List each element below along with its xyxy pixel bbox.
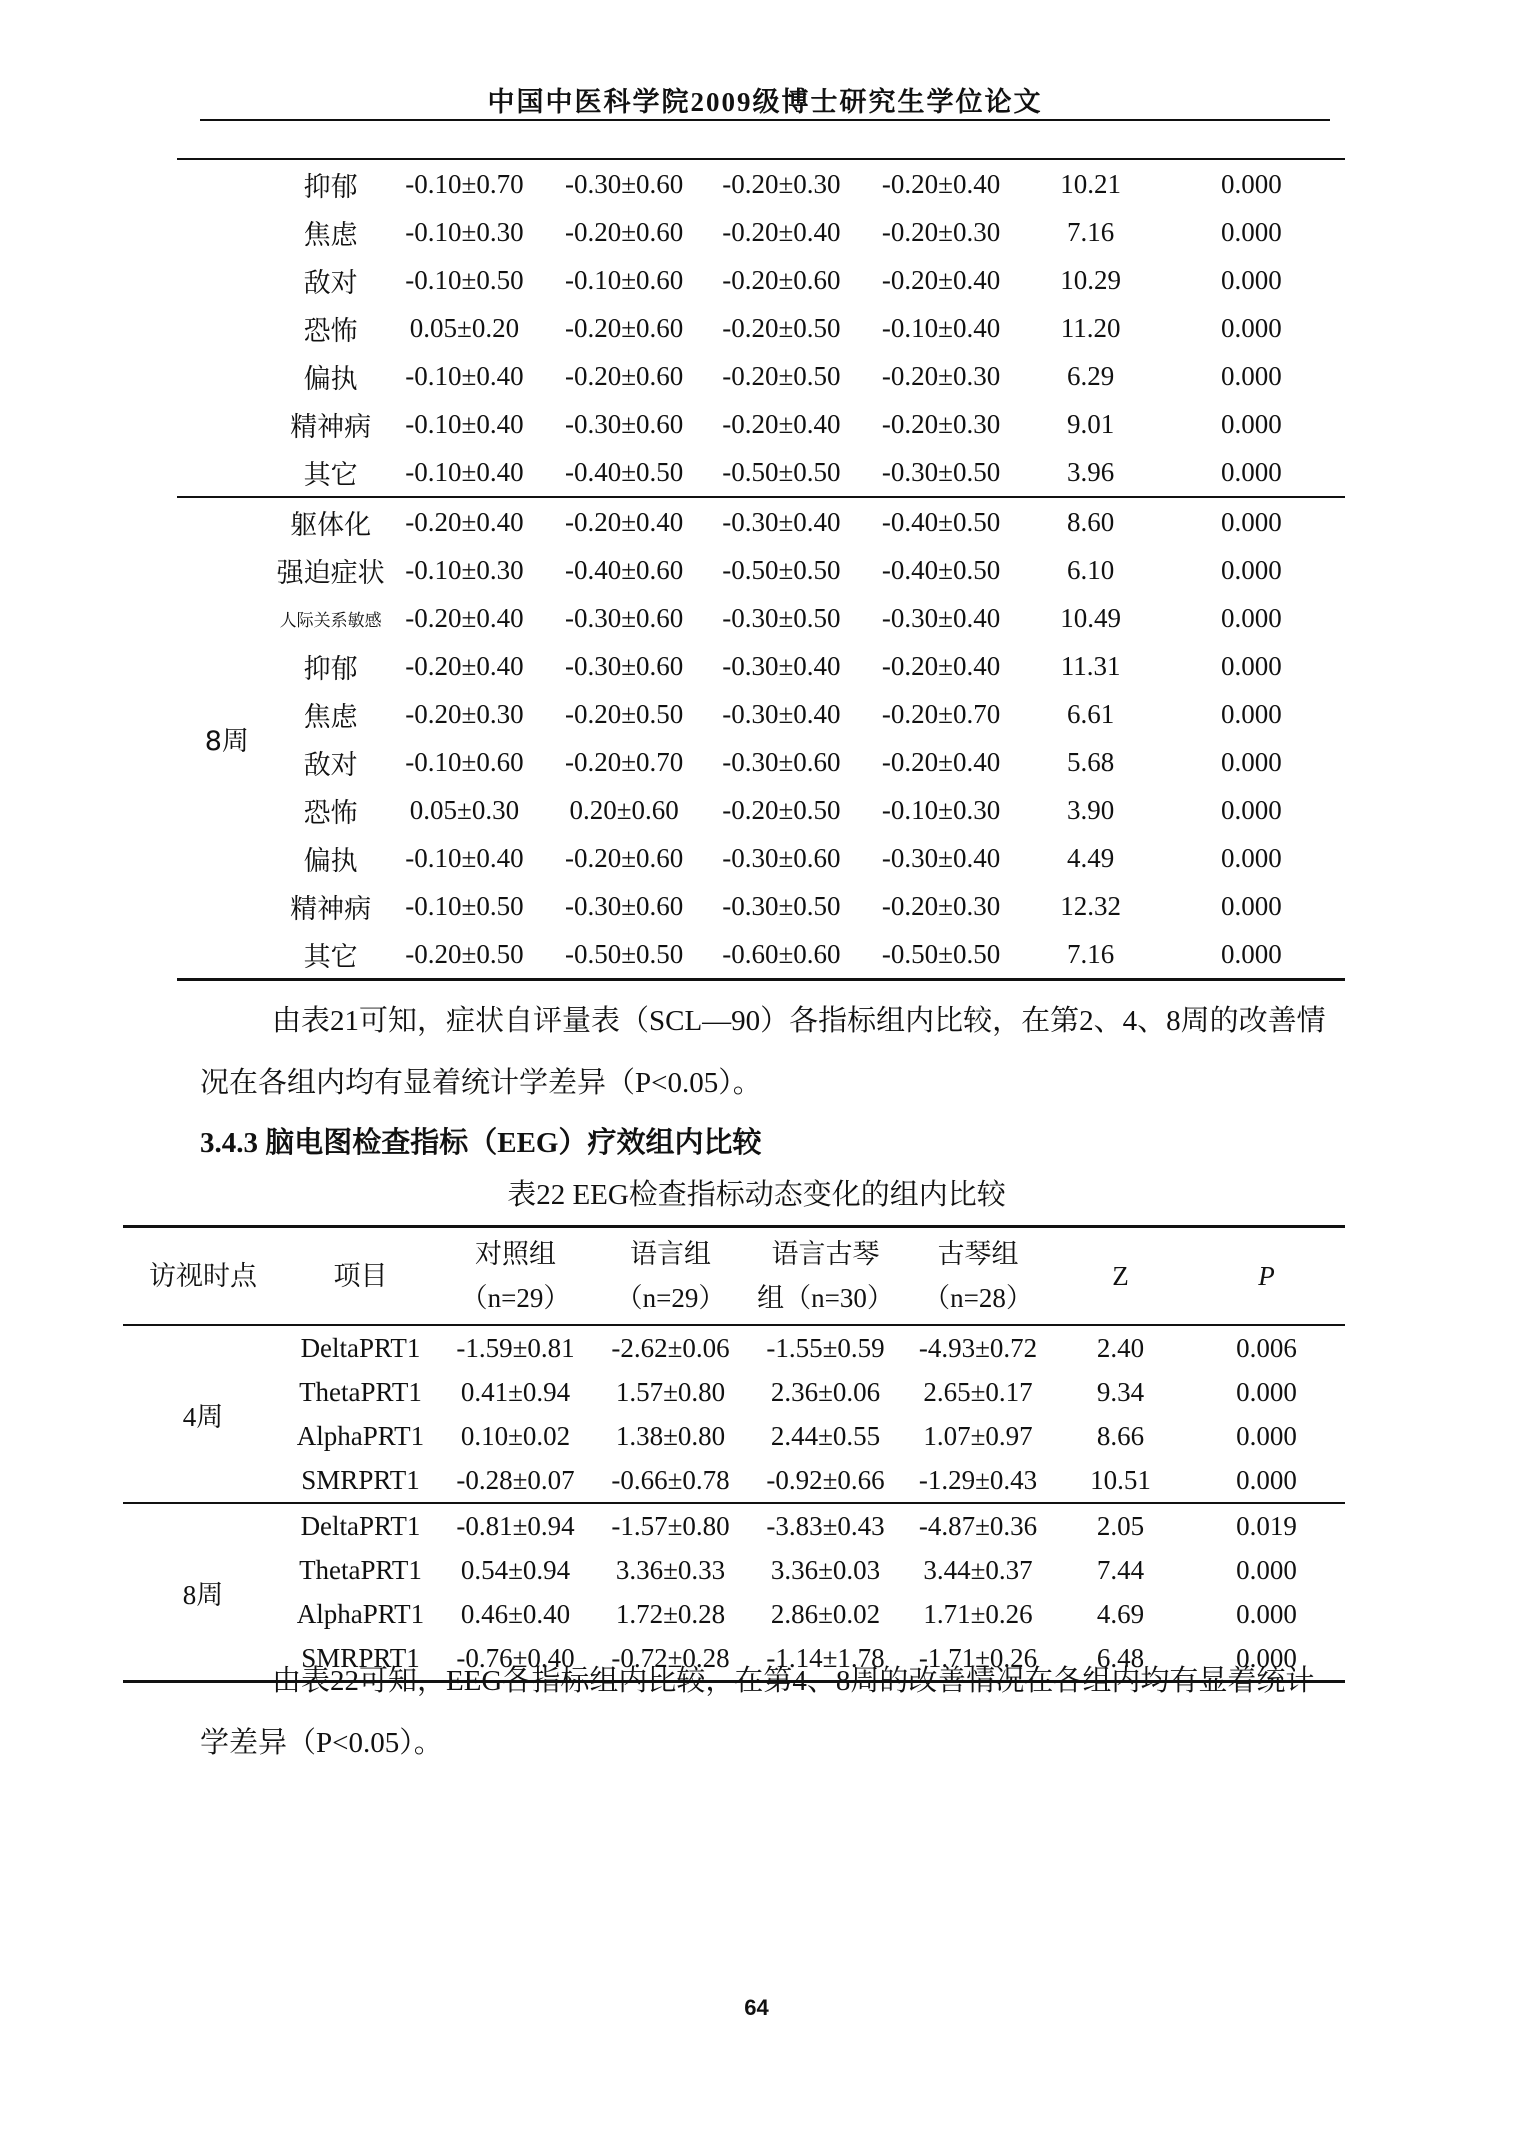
cell: 0.10±0.02 (460, 1420, 571, 1451)
cell: -0.20±0.70 (564, 746, 684, 777)
cell: -0.30±0.50 (722, 602, 841, 633)
table-row (177, 594, 1345, 642)
cell: 10.49 (1060, 602, 1121, 633)
cell: -0.10±0.30 (405, 216, 524, 247)
table-header-row (123, 1227, 1345, 1326)
item-label: 焦虑 (303, 219, 358, 251)
item-label: 敌对 (303, 267, 358, 299)
item-label: 敌对 (303, 749, 358, 781)
cell: -0.30±0.40 (722, 698, 841, 729)
cell: 0.000 (1236, 1598, 1297, 1629)
header-language-line1: 语言组 (630, 1239, 711, 1269)
cell: -0.20±0.50 (405, 938, 524, 969)
cell: 0.000 (1221, 312, 1282, 343)
cell: -0.30±0.60 (564, 168, 684, 199)
cell: -4.93±0.72 (918, 1332, 1038, 1363)
cell: -0.20±0.60 (564, 216, 684, 247)
cell: -0.40±0.50 (564, 456, 684, 487)
table-row (177, 834, 1345, 882)
cell: -0.40±0.50 (859, 497, 1024, 546)
section-heading: 3.4.3 脑电图检查指标（EEG）疗效组内比较 (200, 1127, 762, 1159)
cell: 0.000 (1221, 794, 1282, 825)
group-label-4w: 4周 (182, 1401, 224, 1432)
cell: 0.000 (1236, 1464, 1297, 1495)
cell: -0.20±0.30 (881, 890, 1001, 921)
cell: -1.14±1.78 (766, 1642, 885, 1673)
cell: 1.72±0.28 (615, 1598, 726, 1629)
cell: 10.29 (1060, 264, 1121, 295)
cell: 6.61 (1067, 698, 1115, 729)
cell: 7.16 (1067, 938, 1115, 969)
table-row (177, 690, 1345, 738)
cell: 11.20 (1060, 312, 1121, 343)
cell: -0.20±0.40 (881, 264, 1001, 295)
cell: 0.019 (1188, 1503, 1345, 1548)
cell: -0.40±0.60 (564, 554, 684, 585)
item-label: 偏执 (303, 363, 358, 395)
item-label: 抑郁 (303, 171, 358, 203)
item-label: 其它 (303, 459, 358, 491)
header-lang-guqin (748, 1227, 903, 1326)
item-label: DeltaPRT1 (300, 1332, 421, 1363)
cell: -0.10±0.40 (881, 312, 1001, 343)
cell: -0.30±0.40 (722, 650, 841, 681)
cell: 0.000 (1221, 842, 1282, 873)
cell: 12.32 (1060, 890, 1121, 921)
cell: 5.68 (1067, 746, 1115, 777)
cell: -4.87±0.36 (903, 1503, 1053, 1548)
item-label: SMRPRT1 (301, 1642, 420, 1673)
table-row (177, 497, 1345, 546)
cell: -0.50±0.50 (722, 554, 841, 585)
item-label: ThetaPRT1 (299, 1376, 422, 1407)
cell: 0.000 (1236, 1420, 1297, 1451)
table-row (123, 1548, 1345, 1592)
cell: 0.000 (1221, 698, 1282, 729)
table-row (123, 1458, 1345, 1503)
header-guqin-line1: 古琴组 (937, 1239, 1019, 1269)
cell: -0.66±0.78 (611, 1464, 730, 1495)
cell: 7.44 (1096, 1554, 1145, 1585)
table-row (123, 1325, 1345, 1370)
item-label: 精神病 (290, 411, 372, 443)
cell: 2.05 (1053, 1503, 1188, 1548)
group-label-8w: 8周 (177, 497, 277, 980)
cell: 1.57±0.80 (615, 1376, 726, 1407)
cell: -0.10±0.50 (405, 264, 524, 295)
cell: -0.20±0.40 (881, 746, 1001, 777)
cell: -0.10±0.60 (564, 264, 684, 295)
header-control-line2: （n=29） (460, 1283, 571, 1313)
table-row (177, 256, 1345, 304)
cell: 9.01 (1067, 408, 1115, 439)
item-label: AlphaPRT1 (296, 1598, 425, 1629)
cell: -0.20±0.60 (564, 842, 684, 873)
cell: -0.20±0.40 (881, 168, 1001, 199)
cell: -0.10±0.40 (405, 842, 524, 873)
cell: -3.83±0.43 (748, 1503, 903, 1548)
header-guqin-line2: （n=28） (923, 1283, 1033, 1313)
cell: -0.30±0.60 (564, 408, 684, 439)
cell: -0.30±0.60 (564, 602, 684, 633)
cell: 3.36±0.33 (615, 1554, 726, 1585)
table-row (177, 786, 1345, 834)
table-row (177, 930, 1345, 980)
cell: -0.20±0.40 (722, 408, 841, 439)
cell: 0.000 (1221, 554, 1282, 585)
cell: -0.30±0.40 (881, 602, 1001, 633)
table-row (177, 882, 1345, 930)
cell: 3.96 (1067, 456, 1115, 487)
cell: 0.000 (1221, 168, 1282, 199)
table-row (177, 352, 1345, 400)
cell: 1.38±0.80 (615, 1420, 726, 1451)
group-label-8w: 8周 (123, 1503, 283, 1682)
cell: 6.29 (1067, 360, 1115, 391)
cell: 0.000 (1236, 1642, 1297, 1673)
header-p: P (1188, 1227, 1345, 1326)
cell: -1.29±0.43 (918, 1464, 1038, 1495)
cell: -0.20±0.40 (405, 650, 524, 681)
table-row (177, 304, 1345, 352)
cell: 0.46±0.40 (460, 1598, 571, 1629)
cell: 0.000 (1221, 408, 1282, 439)
cell: 10.51 (1090, 1464, 1151, 1495)
cell: -0.30±0.60 (564, 890, 684, 921)
header-rule (200, 119, 1330, 121)
cell: -0.76±0.40 (456, 1642, 575, 1673)
header-item: 项目 (283, 1227, 438, 1326)
header-language (593, 1227, 748, 1326)
cell: -0.20±0.40 (722, 216, 841, 247)
cell: -0.20±0.70 (881, 698, 1001, 729)
cell: -0.20±0.40 (405, 602, 524, 633)
cell: -0.30±0.60 (722, 746, 841, 777)
cell: 2.65±0.17 (923, 1376, 1033, 1407)
cell: 1.71±0.26 (923, 1598, 1033, 1629)
cell: 0.000 (1221, 456, 1282, 487)
table-row (123, 1503, 1345, 1548)
cell: -0.50±0.50 (564, 938, 684, 969)
cell: -0.20±0.30 (405, 698, 524, 729)
cell: -1.71±0.26 (918, 1642, 1038, 1673)
cell: 0.000 (1221, 650, 1282, 681)
item-label: 焦虑 (303, 701, 358, 733)
cell: 0.54±0.94 (460, 1554, 571, 1585)
cell: -0.20±0.40 (544, 497, 704, 546)
item-label: 人际关系敏感 (279, 610, 382, 631)
cell: 2.40 (1096, 1332, 1145, 1363)
item-label: ThetaPRT1 (299, 1554, 422, 1585)
item-label: 恐怖 (303, 315, 358, 347)
cell: 7.16 (1067, 216, 1115, 247)
table-row (177, 400, 1345, 448)
item-label: DeltaPRT1 (283, 1503, 438, 1548)
cell: -0.20±0.40 (385, 497, 545, 546)
cell: -0.20±0.30 (722, 168, 841, 199)
cell: -0.20±0.60 (722, 264, 841, 295)
cell: -0.10±0.50 (405, 890, 524, 921)
cell: -0.20±0.30 (881, 360, 1001, 391)
cell: -0.10±0.40 (405, 408, 524, 439)
cell: 3.36±0.03 (770, 1554, 881, 1585)
table-caption: 表22 EEG检查指标动态变化的组内比较 (507, 1179, 1006, 1211)
cell: 6.48 (1096, 1642, 1145, 1673)
cell: -0.28±0.07 (456, 1464, 575, 1495)
cell: 10.21 (1060, 168, 1121, 199)
cell: 6.10 (1067, 554, 1115, 585)
cell: -0.20±0.60 (564, 312, 684, 343)
item-label: 躯体化 (277, 497, 385, 546)
page-header: 中国中医科学院2009级博士研究生学位论文 (487, 87, 1043, 117)
cell: 4.49 (1067, 842, 1115, 873)
header-lang-guqin-line2: 组（n=30） (757, 1283, 894, 1313)
table-row (123, 1370, 1345, 1414)
cell: -0.20±0.50 (722, 312, 841, 343)
cell: -0.10±0.30 (405, 554, 524, 585)
cell: 9.34 (1096, 1376, 1145, 1407)
cell: -0.30±0.50 (722, 890, 841, 921)
cell: 8.60 (1023, 497, 1157, 546)
cell: -1.55±0.59 (766, 1332, 885, 1363)
cell: -0.92±0.66 (766, 1464, 885, 1495)
cell: 0.000 (1158, 497, 1345, 546)
cell: -0.60±0.60 (722, 938, 841, 969)
paragraph-table22-summary: 由表22可知，EEG各指标组内比较，在第4、8周的改善情况在各组内均有显着统计学差异（P<0.05）。 (200, 1665, 1315, 1759)
item-label: 抑郁 (303, 653, 358, 685)
cell: 0.006 (1236, 1332, 1297, 1363)
table-row (177, 642, 1345, 690)
cell: 0.000 (1236, 1376, 1297, 1407)
cell: -0.30±0.60 (722, 842, 841, 873)
cell: -0.50±0.50 (722, 456, 841, 487)
cell: 1.07±0.97 (923, 1420, 1033, 1451)
header-control (438, 1227, 593, 1326)
cell: -0.40±0.50 (881, 554, 1001, 585)
table-row (177, 738, 1345, 786)
header-control-line1: 对照组 (475, 1239, 556, 1269)
cell: 2.86±0.02 (770, 1598, 881, 1629)
cell: 0.000 (1221, 938, 1282, 969)
cell: -0.30±0.40 (704, 497, 859, 546)
cell: -0.30±0.40 (881, 842, 1001, 873)
header-language-line2: （n=29） (615, 1283, 726, 1313)
cell: 0.000 (1221, 890, 1282, 921)
table-22 (123, 1225, 1345, 1683)
item-label: 强迫症状 (276, 557, 385, 589)
page-number: 64 (744, 1995, 769, 2020)
cell: -0.20±0.60 (564, 360, 684, 391)
cell: -0.20±0.30 (881, 216, 1001, 247)
item-label: 偏执 (303, 845, 358, 877)
table-row (177, 448, 1345, 497)
cell: -0.20±0.50 (564, 698, 684, 729)
cell: -0.30±0.60 (564, 650, 684, 681)
table-row (177, 159, 1345, 208)
cell: -0.20±0.50 (722, 360, 841, 391)
cell: -0.10±0.40 (405, 456, 524, 487)
cell: 4.69 (1096, 1598, 1145, 1629)
cell: -2.62±0.06 (611, 1332, 730, 1363)
item-label: SMRPRT1 (301, 1464, 420, 1495)
cell: -0.10±0.40 (405, 360, 524, 391)
table-21 (177, 158, 1345, 981)
item-label: AlphaPRT1 (296, 1420, 425, 1451)
table-row (123, 1592, 1345, 1636)
cell: 8.66 (1096, 1420, 1145, 1451)
cell: -0.20±0.50 (722, 794, 841, 825)
cell: -0.10±0.30 (881, 794, 1001, 825)
cell: 0.000 (1221, 360, 1282, 391)
item-label: 精神病 (290, 893, 372, 925)
table-row (177, 208, 1345, 256)
cell: 0.000 (1221, 746, 1282, 777)
cell: 3.90 (1067, 794, 1115, 825)
table-row (123, 1414, 1345, 1458)
cell: -0.20±0.30 (881, 408, 1001, 439)
cell: -0.50±0.50 (881, 938, 1001, 969)
cell: -0.30±0.50 (881, 456, 1001, 487)
header-guqin (903, 1227, 1053, 1326)
cell: 0.05±0.30 (409, 794, 520, 825)
cell: 3.44±0.37 (923, 1554, 1033, 1585)
cell: -1.57±0.80 (593, 1503, 748, 1548)
cell: 0.000 (1236, 1554, 1297, 1585)
cell: 0.000 (1221, 602, 1282, 633)
cell: 0.20±0.60 (569, 794, 679, 825)
cell: 11.31 (1060, 650, 1121, 681)
cell: 0.41±0.94 (460, 1376, 571, 1407)
cell: 2.44±0.55 (770, 1420, 881, 1451)
header-z: Z (1053, 1227, 1188, 1326)
table-row (177, 546, 1345, 594)
cell: -1.59±0.81 (456, 1332, 575, 1363)
cell: 0.05±0.20 (409, 312, 520, 343)
cell: -0.81±0.94 (438, 1503, 593, 1548)
cell: -0.72±0.28 (611, 1642, 730, 1673)
cell: -0.20±0.40 (881, 650, 1001, 681)
cell: -0.10±0.60 (405, 746, 524, 777)
paragraph-table21-summary: 由表21可知，症状自评量表（SCL—90）各指标组内比较，在第2、4、8周的改善情况在各组内均有显着统计学差异（P<0.05）。 (200, 1005, 1326, 1099)
cell: -0.10±0.70 (405, 168, 524, 199)
cell: 0.000 (1221, 264, 1282, 295)
cell: 0.000 (1221, 216, 1282, 247)
header-lang-guqin-line1: 语言古琴 (771, 1239, 880, 1269)
cell: 2.36±0.06 (770, 1376, 881, 1407)
header-visit: 访视时点 (123, 1227, 283, 1326)
item-label: 其它 (303, 941, 358, 973)
item-label: 恐怖 (303, 797, 358, 829)
